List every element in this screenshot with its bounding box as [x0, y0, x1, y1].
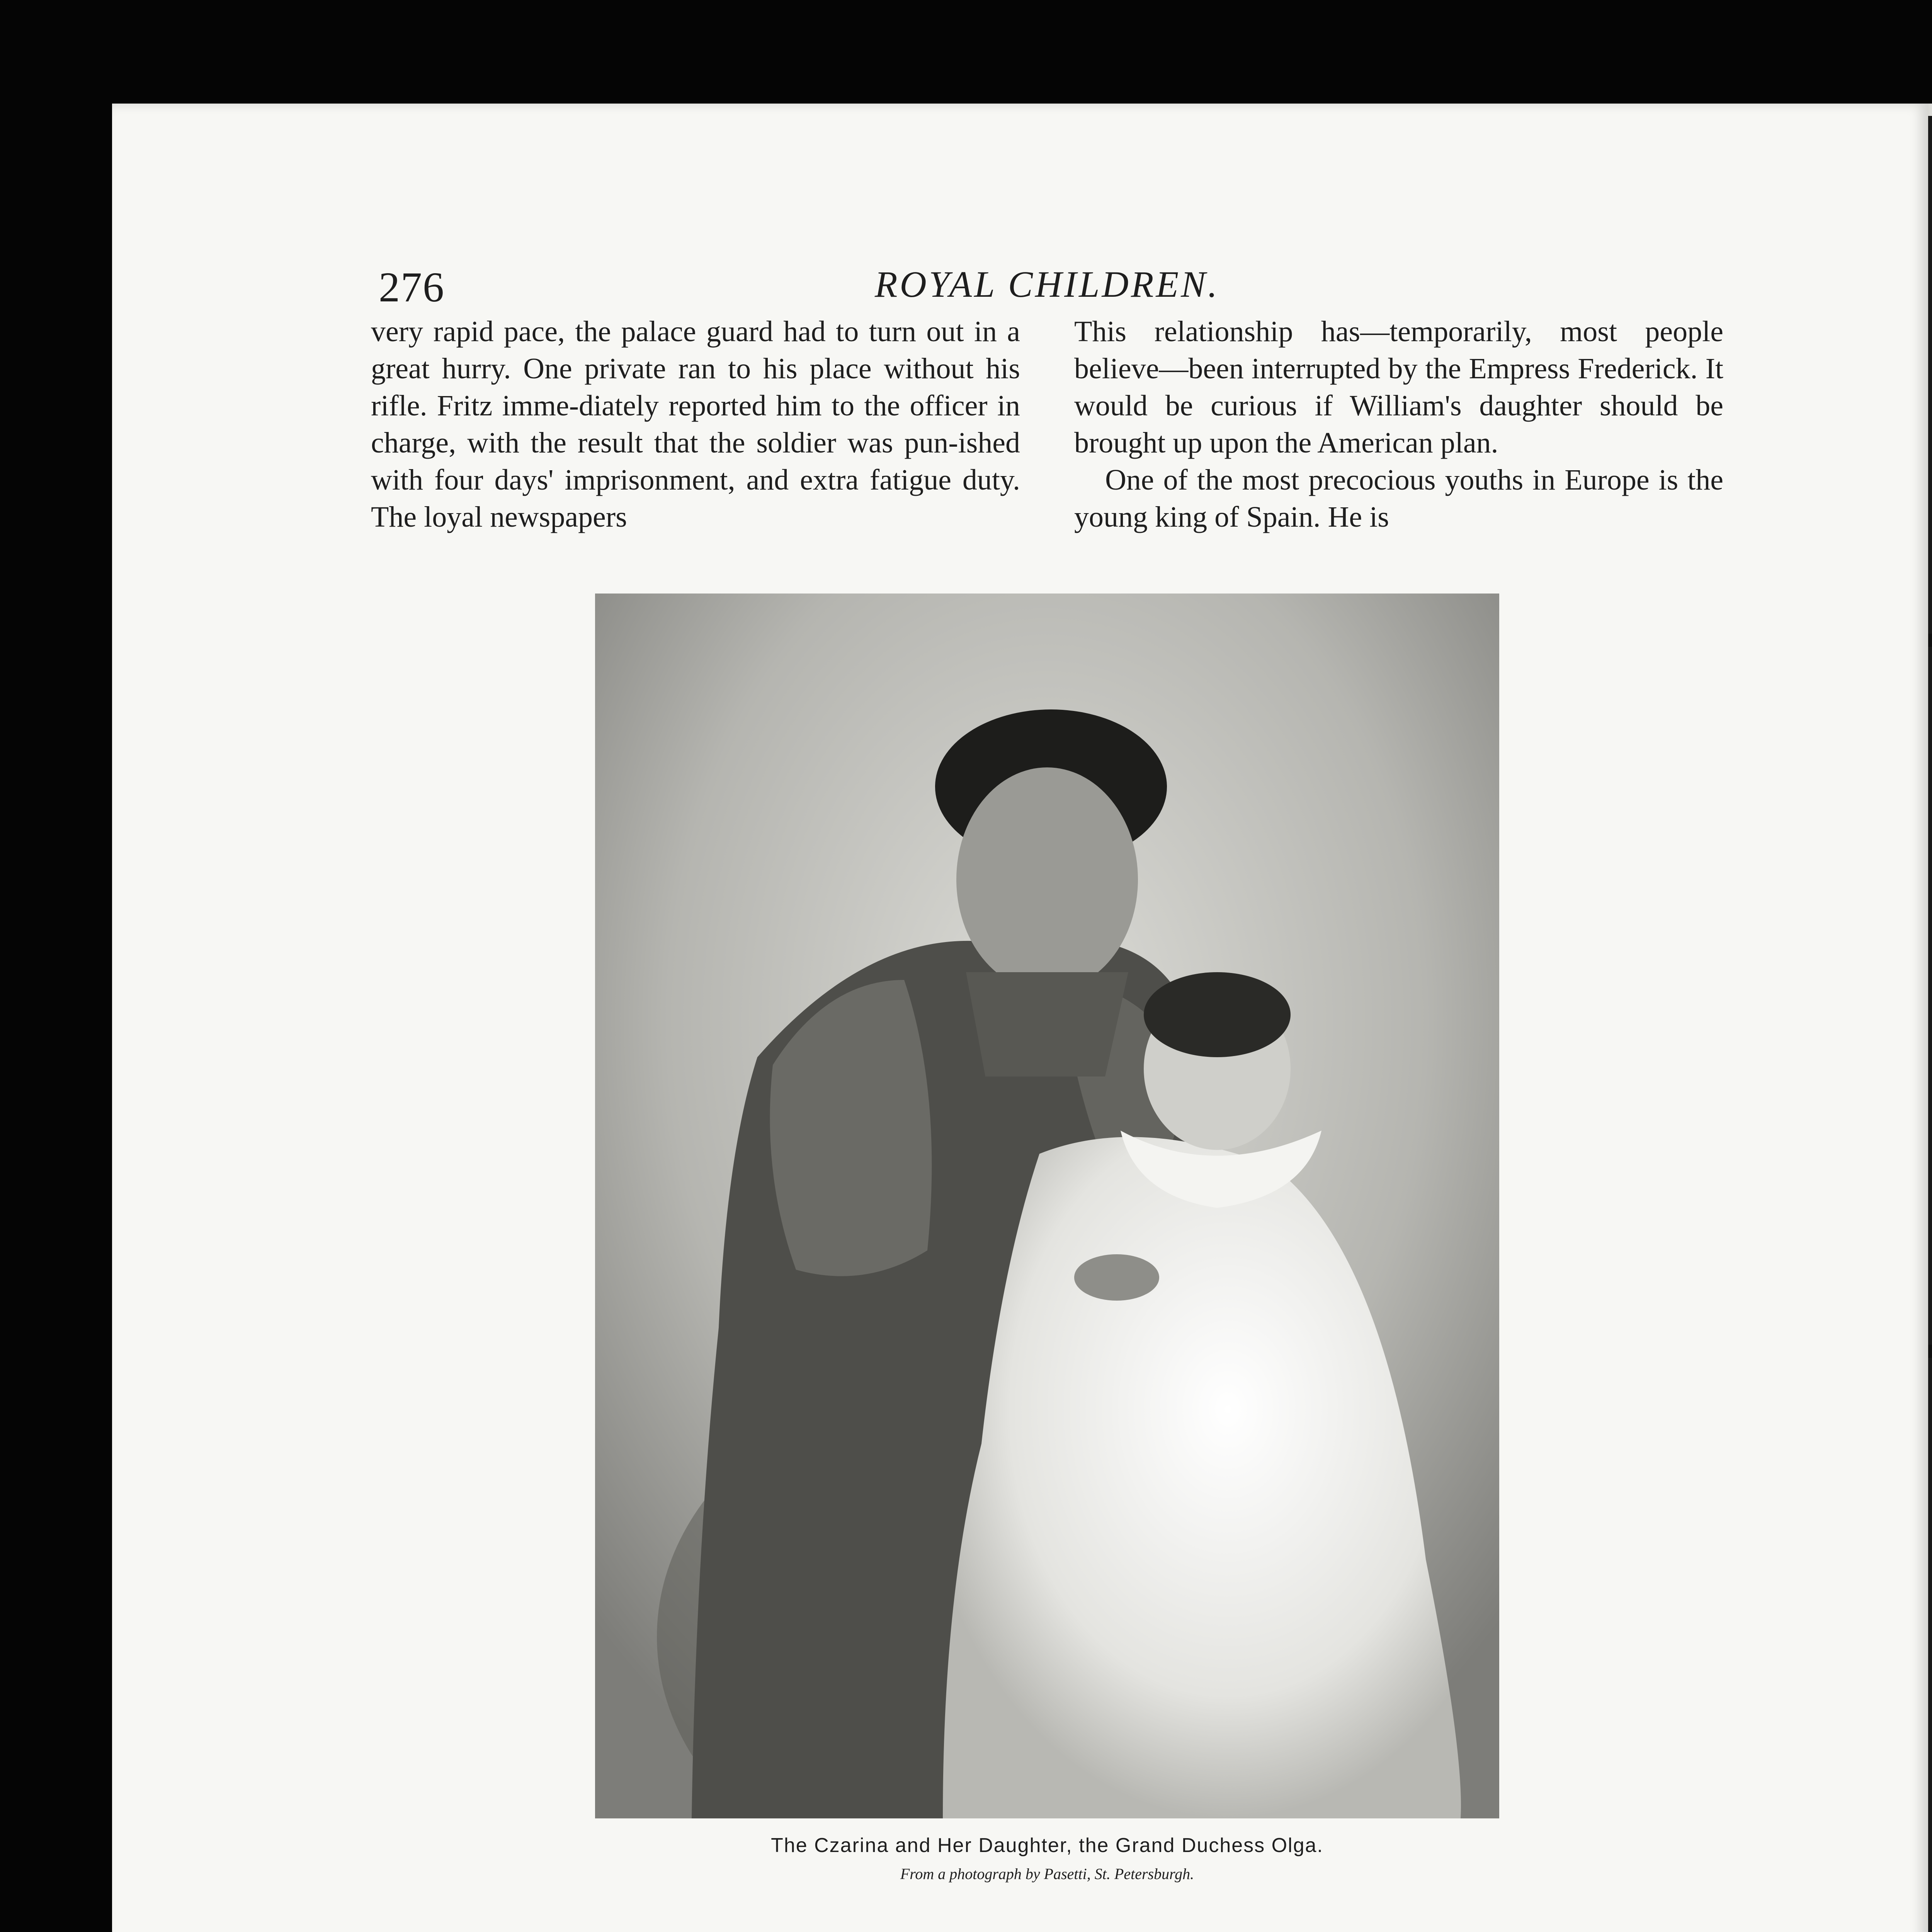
page-content	[371, 255, 1723, 1932]
portrait-illustration	[595, 594, 1499, 1818]
paragraph: very rapid pace, the palace guard had to turn out in a great hurry. One private ran to his place without his rifle. Fritz imme-diately reported him to the officer in charge, with the result that the soldier was pun-ished with four days' imprisonment, and extra fatigue duty. The loyal newspapers	[371, 315, 1020, 533]
paragraph: This relationship has—temporarily, most people believe—been interrupted by the Empress Frederick. It would be curious if William's daughter should be brought up upon the American plan.	[1074, 315, 1723, 459]
figure-caption: The Czarina and Her Daughter, the Grand Duchess Olga.	[771, 1834, 1323, 1857]
portrait-photograph	[595, 594, 1499, 1818]
photo-figure	[595, 594, 1499, 1883]
top-columns	[371, 313, 1723, 536]
page-header	[371, 255, 1723, 313]
photo-credit: From a photograph by Pasetti, St. Petersburgh.	[900, 1865, 1194, 1883]
running-title: ROYAL CHILDREN.	[874, 264, 1220, 305]
top-right-column	[1074, 313, 1723, 536]
top-left-column	[371, 313, 1020, 536]
paragraph: One of the most precocious youths in Europe is the young king of Spain. He is	[1074, 464, 1723, 533]
page-number: 276	[379, 264, 445, 311]
